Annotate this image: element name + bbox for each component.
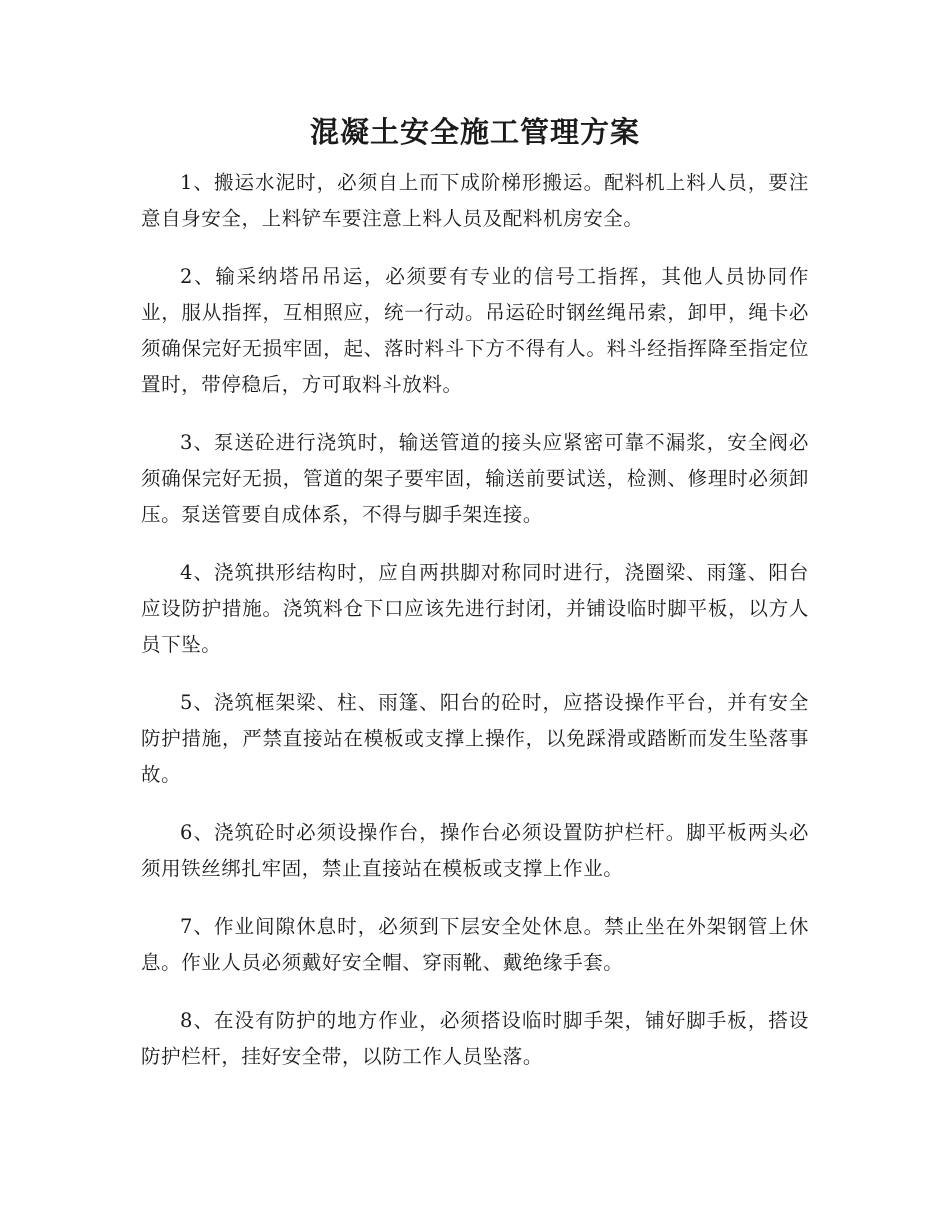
paragraph-4: 4、浇筑拱形结构时，应自两拱脚对称同时进行，浇圈梁、雨篷、阳台应设防护措施。浇筑料仓下口应该先进行封闭，并铺设临时脚平板，以方人员下坠。 xyxy=(141,561,809,656)
document-title: 混凝土安全施工管理方案 xyxy=(309,115,640,149)
paragraph-6: 6、浇筑砼时必须设操作台，操作台必须设置防护栏杆。脚平板两头必须用铁丝绑扎牢固，禁止直接站在模板或支撑上作业。 xyxy=(141,821,809,880)
paragraph-1: 1、搬运水泥时，必须自上而下成阶梯形搬运。配料机上料人员，要注意自身安全，上料铲车要注意上料人员及配料机房安全。 xyxy=(141,171,809,230)
paragraph-2: 2、输采纳塔吊吊运，必须要有专业的信号工指挥，其他人员协同作业，服从指挥，互相照应，统一行动。吊运砼时钢丝绳吊索，卸甲，绳卡必须确保完好无损牢固，起、落时料斗下方不得有人。料斗经指挥降至指定位置时，带停稳后，方可取料斗放料。 xyxy=(141,265,809,396)
document-body xyxy=(141,165,809,1097)
paragraph-5: 5、浇筑框架梁、柱、雨篷、阳台的砼时，应搭设操作平台，并有安全防护措施，严禁直接站在模板或支撑上操作，以免踩滑或踏断而发生坠落事故。 xyxy=(141,691,809,786)
paragraph-7: 7、作业间隙休息时，必须到下层安全处休息。禁止坐在外架钢管上休息。作业人员必须戴好安全帽、穿雨靴、戴绝缘手套。 xyxy=(141,915,809,974)
paragraph-3: 3、泵送砼进行浇筑时，输送管道的接头应紧密可靠不漏浆，安全阀必须确保完好无损，管道的架子要牢固，输送前要试送，检测、修理时必须卸压。泵送管要自成体系，不得与脚手架连接。 xyxy=(141,431,809,526)
paragraph-8: 8、在没有防护的地方作业，必须搭设临时脚手架，铺好脚手板，搭设防护栏杆，挂好安全带，以防工作人员坠落。 xyxy=(141,1009,809,1068)
